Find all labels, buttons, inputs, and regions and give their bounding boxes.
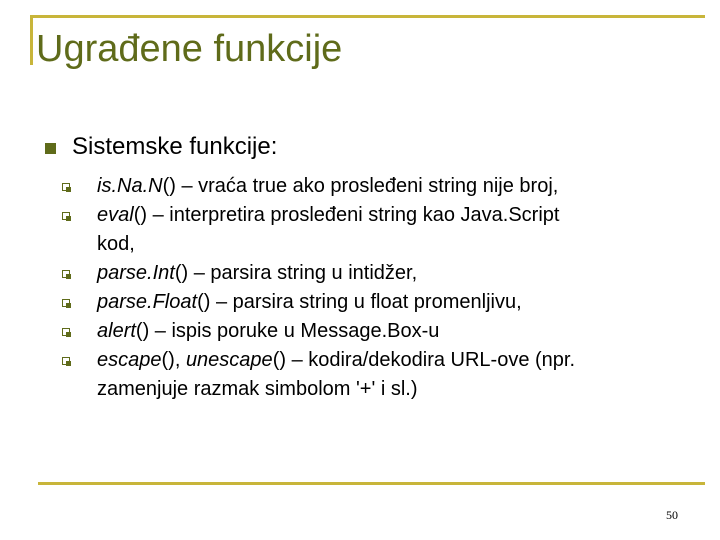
list-item-escape — [62, 346, 682, 404]
list-item-alert — [62, 317, 682, 346]
function-description: () – parsira string u intidžer, — [174, 262, 418, 284]
frame-top-rule — [30, 15, 705, 18]
slide-title: Ugrađene funkcije — [36, 28, 343, 70]
hollow-square-bullet-icon — [62, 357, 70, 365]
list-item-parseint — [62, 259, 682, 288]
frame-left-rule — [30, 15, 33, 65]
function-description-cont: kod, — [97, 233, 135, 255]
function-name: eval — [97, 204, 134, 226]
function-name: parse.Int — [97, 262, 175, 284]
function-name: escape — [97, 349, 162, 371]
hollow-square-bullet-icon — [62, 183, 70, 191]
function-description: () – ispis poruke u Message.Box-u — [135, 320, 440, 342]
function-description: () – kodira/dekodira URL-ove (npr. — [272, 349, 576, 371]
page-number: 50 — [666, 508, 678, 522]
hollow-square-bullet-icon — [62, 299, 70, 307]
hollow-square-bullet-icon — [62, 270, 70, 278]
function-name: parse.Float — [97, 291, 198, 313]
function-description: () – vraća true ako prosleđeni string nije broj, — [162, 175, 559, 197]
function-description: () – parsira string u float promenljivu, — [197, 291, 522, 313]
list-item-isnan — [62, 172, 682, 201]
function-description: () – interpretira prosleđeni string kao Java.Script — [133, 204, 560, 226]
separator-text: (), — [161, 349, 186, 371]
frame-bottom-rule — [38, 482, 705, 485]
hollow-square-bullet-icon — [62, 328, 70, 336]
list-item-parsefloat — [62, 288, 682, 317]
square-bullet-icon — [45, 143, 56, 154]
level1-label: Sistemske funkcije: — [72, 133, 278, 160]
function-list — [62, 172, 682, 404]
list-item-eval — [62, 201, 682, 259]
function-name: is.Na.N — [97, 175, 163, 197]
function-name-secondary: unescape — [185, 349, 273, 371]
function-description-cont: zamenjuje razmak simbolom '+' i sl.) — [97, 378, 418, 400]
function-name: alert — [97, 320, 136, 342]
hollow-square-bullet-icon — [62, 212, 70, 220]
